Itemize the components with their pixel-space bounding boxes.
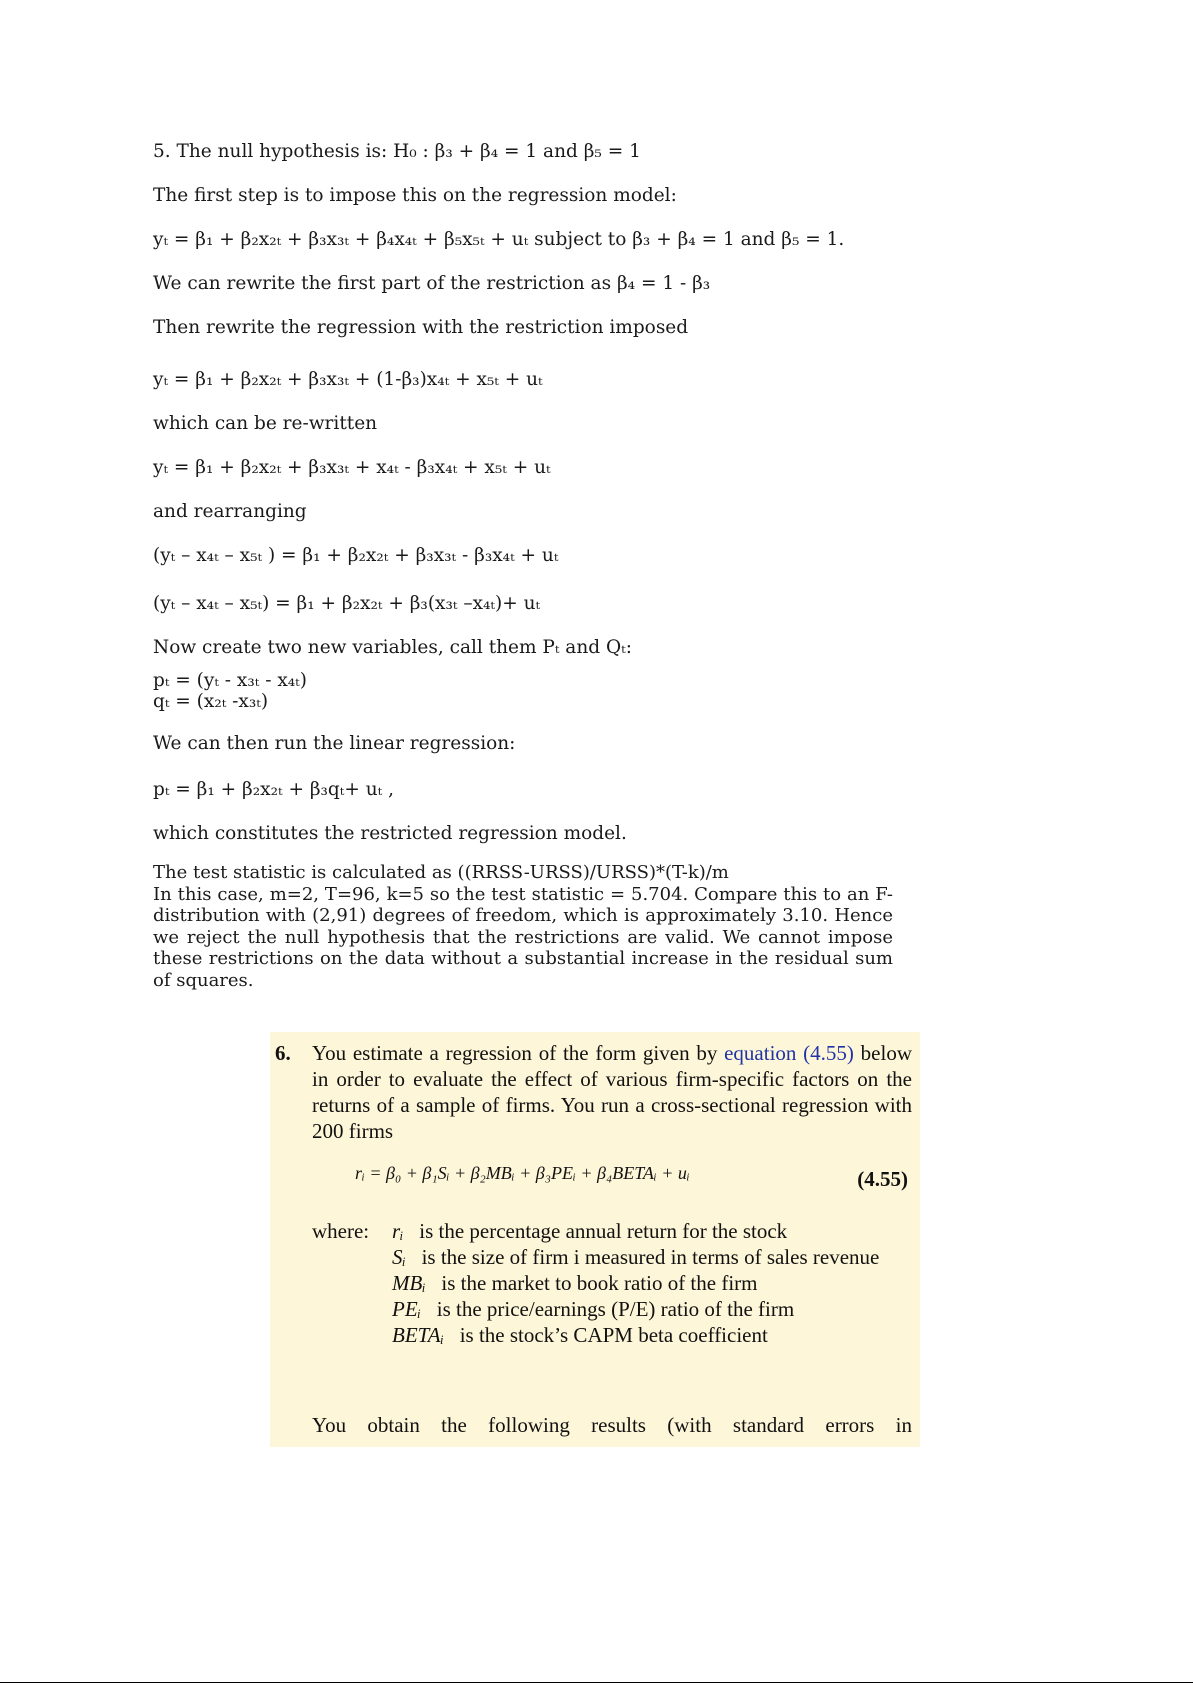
definition-row: [392, 1296, 912, 1322]
definition-symbol: Sᵢ: [392, 1245, 406, 1269]
definition-text: is the percentage annual return for the stock: [419, 1219, 788, 1243]
rearranged-equation-2: (yₜ – x₄ₜ – x₅ₜ) = β₁ + β₂x₂ₜ + β₃(x₃ₜ –x₄ₜ)+ uₜ: [153, 593, 541, 614]
step-one-text: The first step is to impose this on the regression model:: [153, 185, 677, 206]
question-text-before-link: You estimate a regression of the form given by: [312, 1041, 725, 1065]
question-text-after-link: below in order to evaluate the effect of various firm-specific factors on the returns of a sample of firms. You run a cross-sectional regression with 200 firms: [312, 1041, 912, 1143]
q-definition: qₜ = (x₂ₜ -x₃ₜ): [153, 691, 269, 712]
run-regression-text: We can then run the linear regression:: [153, 733, 516, 754]
null-hypothesis: 5. The null hypothesis is: H₀ : β₃ + β₄ = 1 and β₅ = 1: [153, 141, 641, 162]
definition-symbol: rᵢ: [392, 1219, 404, 1243]
where-label: where:: [312, 1219, 370, 1243]
page-bottom-rule: [0, 1682, 1193, 1683]
answer-5: [153, 140, 893, 991]
question-number: 6.: [275, 1041, 291, 1065]
rewritten-equation: yₜ = β₁ + β₂x₂ₜ + β₃x₃ₜ + x₄ₜ - β₃x₄ₜ + x₅ₜ + uₜ: [153, 457, 551, 478]
definition-text: is the size of firm i measured in terms of sales revenue: [421, 1245, 880, 1269]
definition-row: [392, 1218, 912, 1244]
definition-symbol: BETAᵢ: [392, 1323, 444, 1347]
test-statistic-line: The test statistic is calculated as ((RRSS-URSS)/URSS)*(T-k)/m: [153, 862, 729, 883]
definition-symbol: MBᵢ: [392, 1271, 426, 1295]
rewritten-label: which can be re-written: [153, 413, 378, 434]
definition-row: [392, 1270, 912, 1296]
test-statistic-body: In this case, m=2, T=96, k=5 so the test statistic = 5.704. Compare this to an F-distribution with (2,91) degrees of freedom, which is approximately 3.10. Hence we reject the null hypothesis that the restrictions are valid. We cannot impose these restrictions on the data without a substantial increase in the residual sum of squares.: [153, 883, 893, 991]
rearranged-equation-1: (yₜ – x₄ₜ – x₅ₜ ) = β₁ + β₂x₂ₜ + β₃x₃ₜ - β₃x₄ₜ + uₜ: [153, 545, 559, 566]
definition-text: is the price/earnings (P/E) ratio of the firm: [436, 1297, 795, 1321]
question-6-box: [270, 1032, 920, 1447]
variable-definitions: [392, 1218, 912, 1348]
definition-symbol: PEᵢ: [392, 1297, 421, 1321]
definition-row: [392, 1322, 912, 1348]
new-variables-text: Now create two new variables, call them Pₜ and Qₜ:: [153, 637, 632, 658]
final-equation: pₜ = β₁ + β₂x₂ₜ + β₃qₜ+ uₜ ,: [153, 779, 394, 800]
restricted-equation: yₜ = β₁ + β₂x₂ₜ + β₃x₃ₜ + (1-β₃)x₄ₜ + x₅ₜ + uₜ: [153, 369, 543, 390]
equation-link[interactable]: equation (4.55): [724, 1041, 854, 1065]
constitutes-text: which constitutes the restricted regression model.: [153, 823, 627, 844]
question-6-text: [312, 1040, 912, 1144]
definition-text: is the market to book ratio of the firm: [441, 1271, 758, 1295]
p-definition: pₜ = (yₜ - x₃ₜ - x₄ₜ): [153, 670, 307, 691]
definition-text: is the stock’s CAPM beta coefficient: [459, 1323, 768, 1347]
definition-row: [392, 1244, 912, 1270]
then-rewrite-text: Then rewrite the regression with the restriction imposed: [153, 317, 689, 338]
regression-model: yₜ = β₁ + β₂x₂ₜ + β₃x₃ₜ + β₄x₄ₜ + β₅x₅ₜ + uₜ subject to β₃ + β₄ = 1 and β₅ = 1.: [153, 229, 845, 250]
regression-equation-455: rᵢ = β₀ + β₁Sᵢ + β₂MBᵢ + β₃PEᵢ + β₄BETAᵢ + uᵢ: [355, 1163, 690, 1183]
equation-number: (4.55): [857, 1167, 908, 1191]
rearranging-label: and rearranging: [153, 501, 307, 522]
obtain-results-text: You obtain the following results (with standard errors in: [312, 1413, 912, 1437]
rewrite-first-text: We can rewrite the first part of the restriction as β₄ = 1 - β₃: [153, 273, 711, 294]
